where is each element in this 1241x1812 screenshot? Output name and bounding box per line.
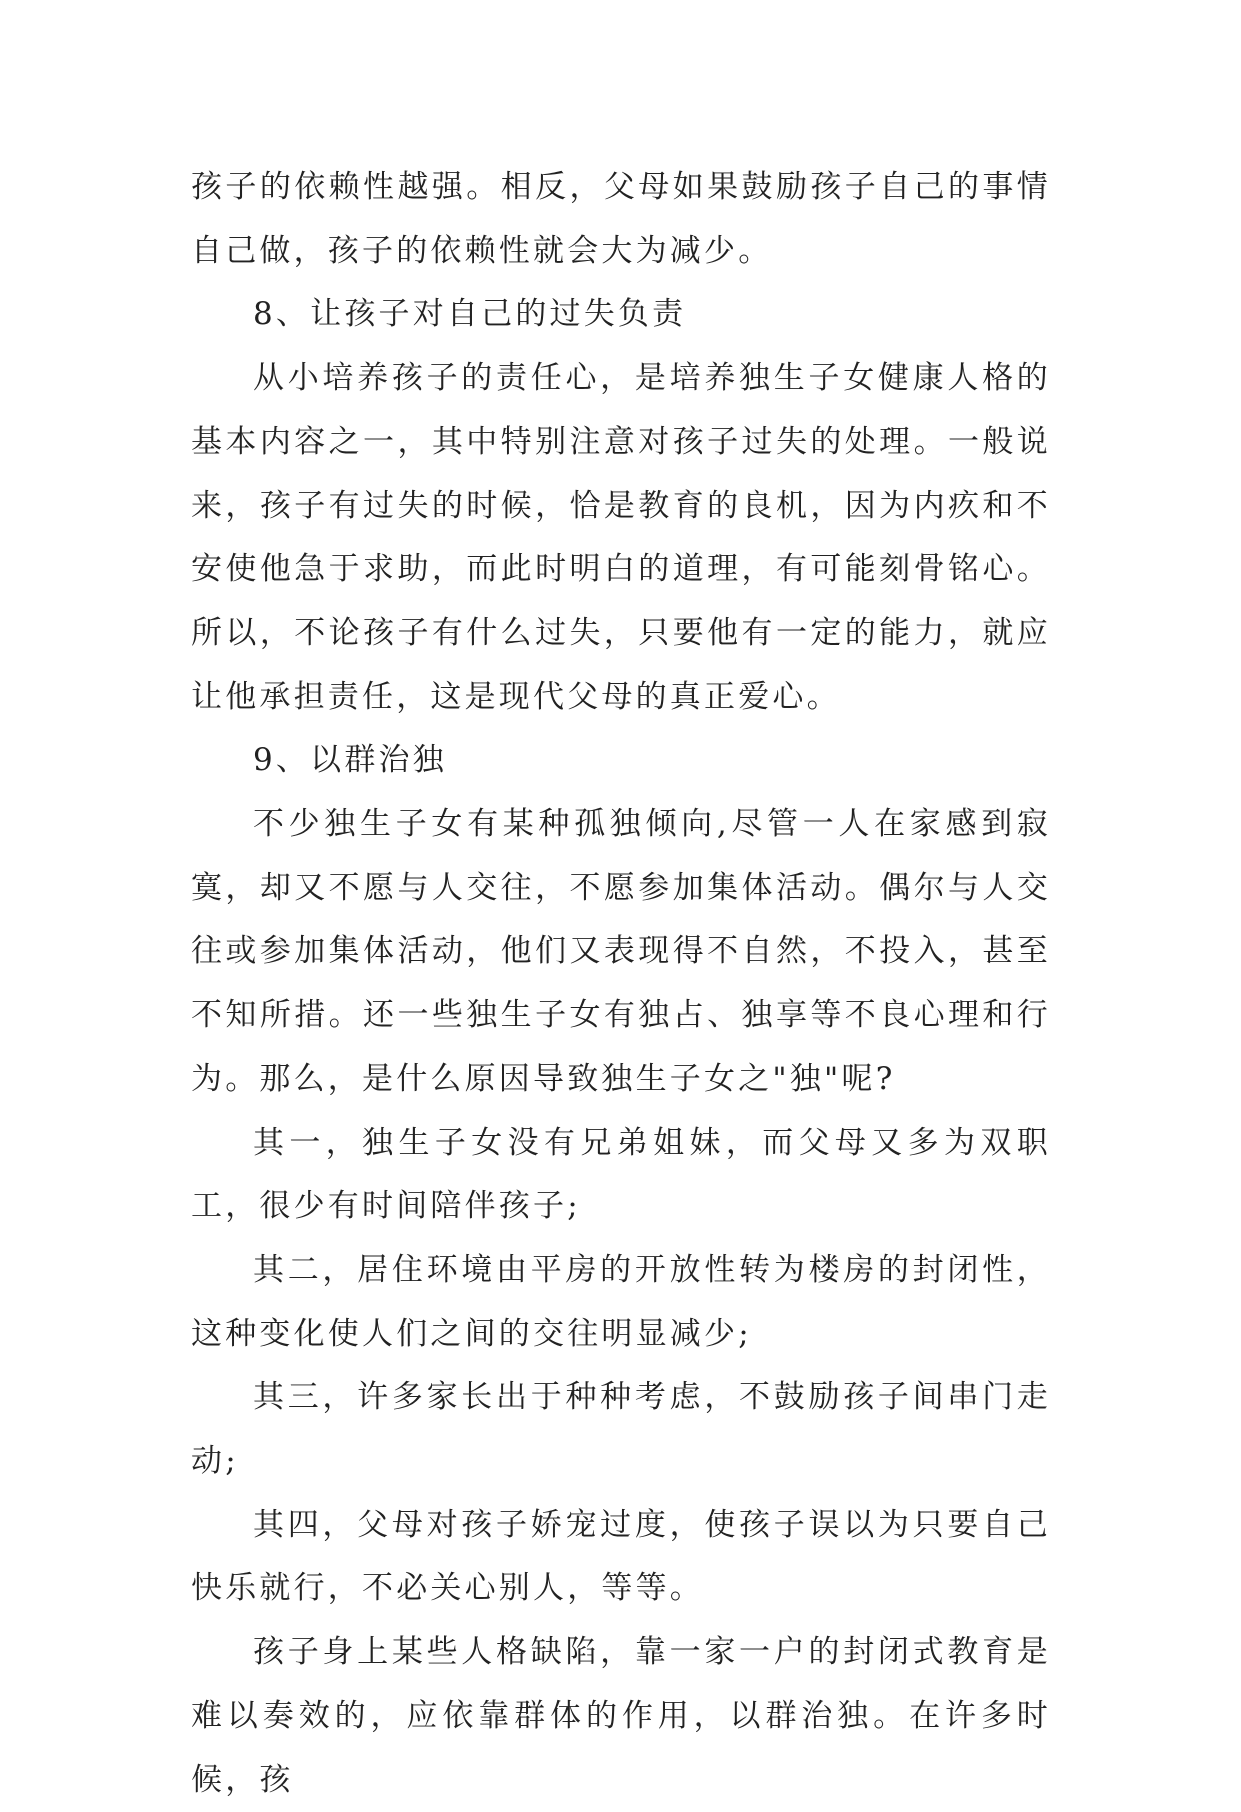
paragraph-continuation: 孩子的依赖性越强。相反，父母如果鼓励孩子自己的事情自己做，孩子的依赖性就会大为减少。 [191,169,1051,269]
paragraph-reason-2: 其二，居住环境由平房的开放性转为楼房的封闭性，这种变化使人们之间的交往明显减少; [191,1251,1051,1352]
document-body [191,156,1051,1812]
paragraph-reason-3: 其三，许多家长出于种种考虑，不鼓励孩子间串门走动; [191,1379,1051,1480]
paragraph-responsibility: 从小培养孩子的责任心，是培养独生子女健康人格的基本内容之一，其中特别注意对孩子过失的处理。一般说来，孩子有过失的时候，恰是教育的良机，因为内疚和不安使他急于求助，而此时明白的道理，有可能刻骨铭心。所以，不论孩子有什么过失，只要他有一定的能力，就应让他承担责任，这是现代父母的真正爱心。 [191,360,1051,715]
section-heading-9: 9、以群治独 [253,742,447,779]
section-heading-8: 8、让孩子对自己的过失负责 [253,296,687,333]
paragraph-loneliness: 不少独生子女有某种孤独倾向,尽管一人在家感到寂寞，却又不愿与人交往，不愿参加集体活动。偶尔与人交往或参加集体活动，他们又表现得不自然，不投入，甚至不知所措。还一些独生子女有独占、独享等不良心理和行为。那么，是什么原因导致独生子女之"独"呢? [191,806,1051,1097]
paragraph-group-remedy: 孩子身上某些人格缺陷，靠一家一户的封闭式教育是难以奏效的，应依靠群体的作用，以群治独。在许多时候，孩 [191,1634,1051,1798]
paragraph-reason-1: 其一，独生子女没有兄弟姐妹，而父母又多为双职工，很少有时间陪伴孩子; [191,1124,1051,1225]
paragraph-reason-4: 其四，父母对孩子娇宠过度，使孩子误以为只要自己快乐就行，不必关心别人，等等。 [191,1506,1051,1607]
